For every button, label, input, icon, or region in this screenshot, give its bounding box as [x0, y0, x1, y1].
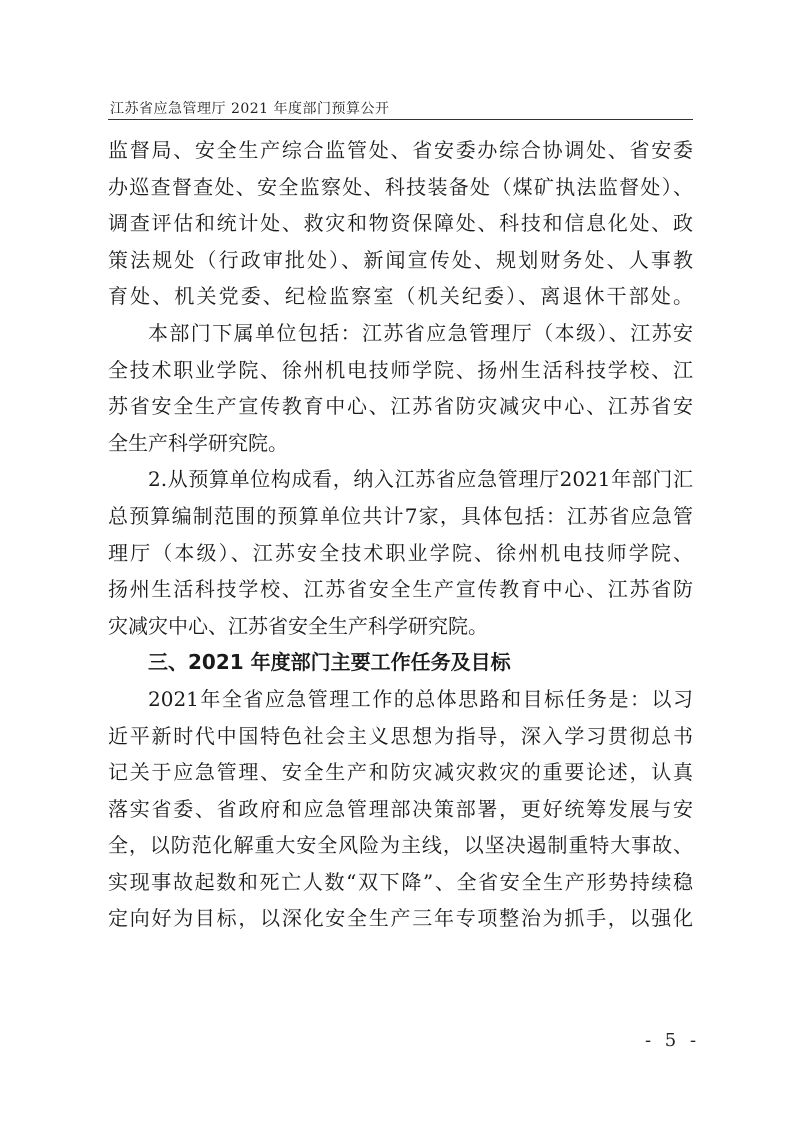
text-line: 全技术职业学院、徐州机电技师学院、扬州生活科技学校、江 [108, 357, 693, 382]
text-line: 记关于应急管理、安全生产和防灾减灾救灾的重要论述，认真 [108, 760, 693, 785]
text-line: 育处、机关党委、纪检监察室（机关纪委）、离退休干部处。 [108, 284, 693, 309]
text-line: 全生产科学研究院。 [108, 430, 288, 455]
text-line: 近平新时代中国特色社会主义思想为指导，深入学习贯彻总书 [108, 723, 693, 748]
text-line: 策法规处（行政审批处）、新闻宣传处、规划财务处、人事教 [108, 247, 693, 272]
page-number: - 5 - [645, 1030, 701, 1051]
paragraph-first-line: 2021年全省应急管理工作的总体思路和目标任务是：以习 [148, 686, 693, 711]
text-line: 监督局、安全生产综合监管处、省安委办综合协调处、省安委 [108, 138, 693, 162]
paragraph-first-line: 本部门下属单位包括：江苏省应急管理厅（本级）、江苏安 [148, 320, 693, 345]
text-line: 理厅（本级）、江苏安全技术职业学院、徐州机电技师学院、 [108, 540, 693, 565]
body-text [108, 132, 693, 937]
text-line: 定向好为目标，以深化安全生产三年专项整治为抓手，以强化 [108, 906, 693, 931]
text-line: 灾减灾中心、江苏省安全生产科学研究院。 [108, 613, 488, 638]
text-line: 调查评估和统计处、救灾和物资保障处、科技和信息化处、政 [108, 211, 693, 236]
text-line: 扬州生活科技学校、江苏省安全生产宣传教育中心、江苏省防 [108, 577, 693, 602]
text-line: 实现事故起数和死亡人数“双下降”、全省安全生产形势持续稳 [108, 869, 693, 894]
paragraph-first-line: 2.从预算单位构成看，纳入江苏省应急管理厅2021年部门汇 [148, 467, 693, 492]
section-heading: 三、2021 年度部门主要工作任务及目标 [148, 650, 511, 675]
header-rule [108, 119, 693, 120]
text-line: 全，以防范化解重大安全风险为主线，以坚决遏制重特大事故、 [108, 833, 693, 858]
text-line: 落实省委、省政府和应急管理部决策部署，更好统筹发展与安 [108, 796, 693, 821]
text-line: 苏省安全生产宣传教育中心、江苏省防灾减灾中心、江苏省安 [108, 394, 693, 419]
text-line: 总预算编制范围的预算单位共计7家，具体包括：江苏省应急管 [108, 503, 693, 528]
running-header: 江苏省应急管理厅 2021 年度部门预算公开 [110, 101, 390, 117]
text-line: 办巡查督查处、安全监察处、科技装备处（煤矿执法监督处）、 [108, 174, 693, 199]
